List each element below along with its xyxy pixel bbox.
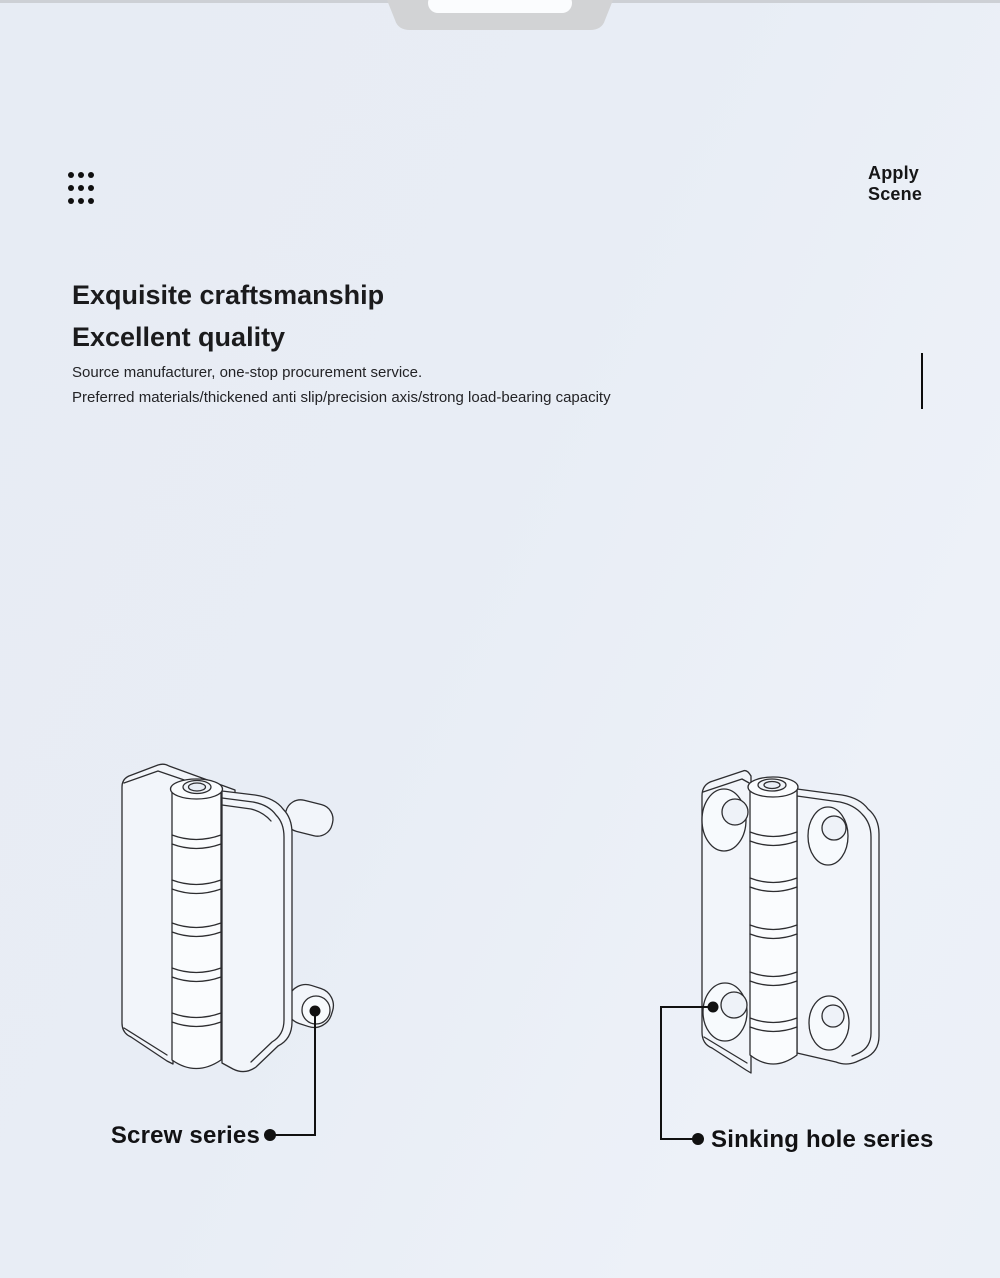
scene-line: Scene <box>868 184 923 204</box>
page-title-line2: Excellent quality <box>72 322 286 352</box>
page-title-line1: Exquisite craftsmanship <box>72 280 385 310</box>
subtitle-line1: Source manufacturer, one-stop procurement service. <box>72 364 423 381</box>
sinking-hole-series-label: Sinking hole series <box>711 1126 934 1153</box>
apply-line: Apply <box>868 163 920 183</box>
subtitle-line2: Preferred materials/thickened anti slip/precision axis/strong load-bearing capacity <box>72 389 611 406</box>
screw-series-label: Screw series <box>110 1122 260 1149</box>
